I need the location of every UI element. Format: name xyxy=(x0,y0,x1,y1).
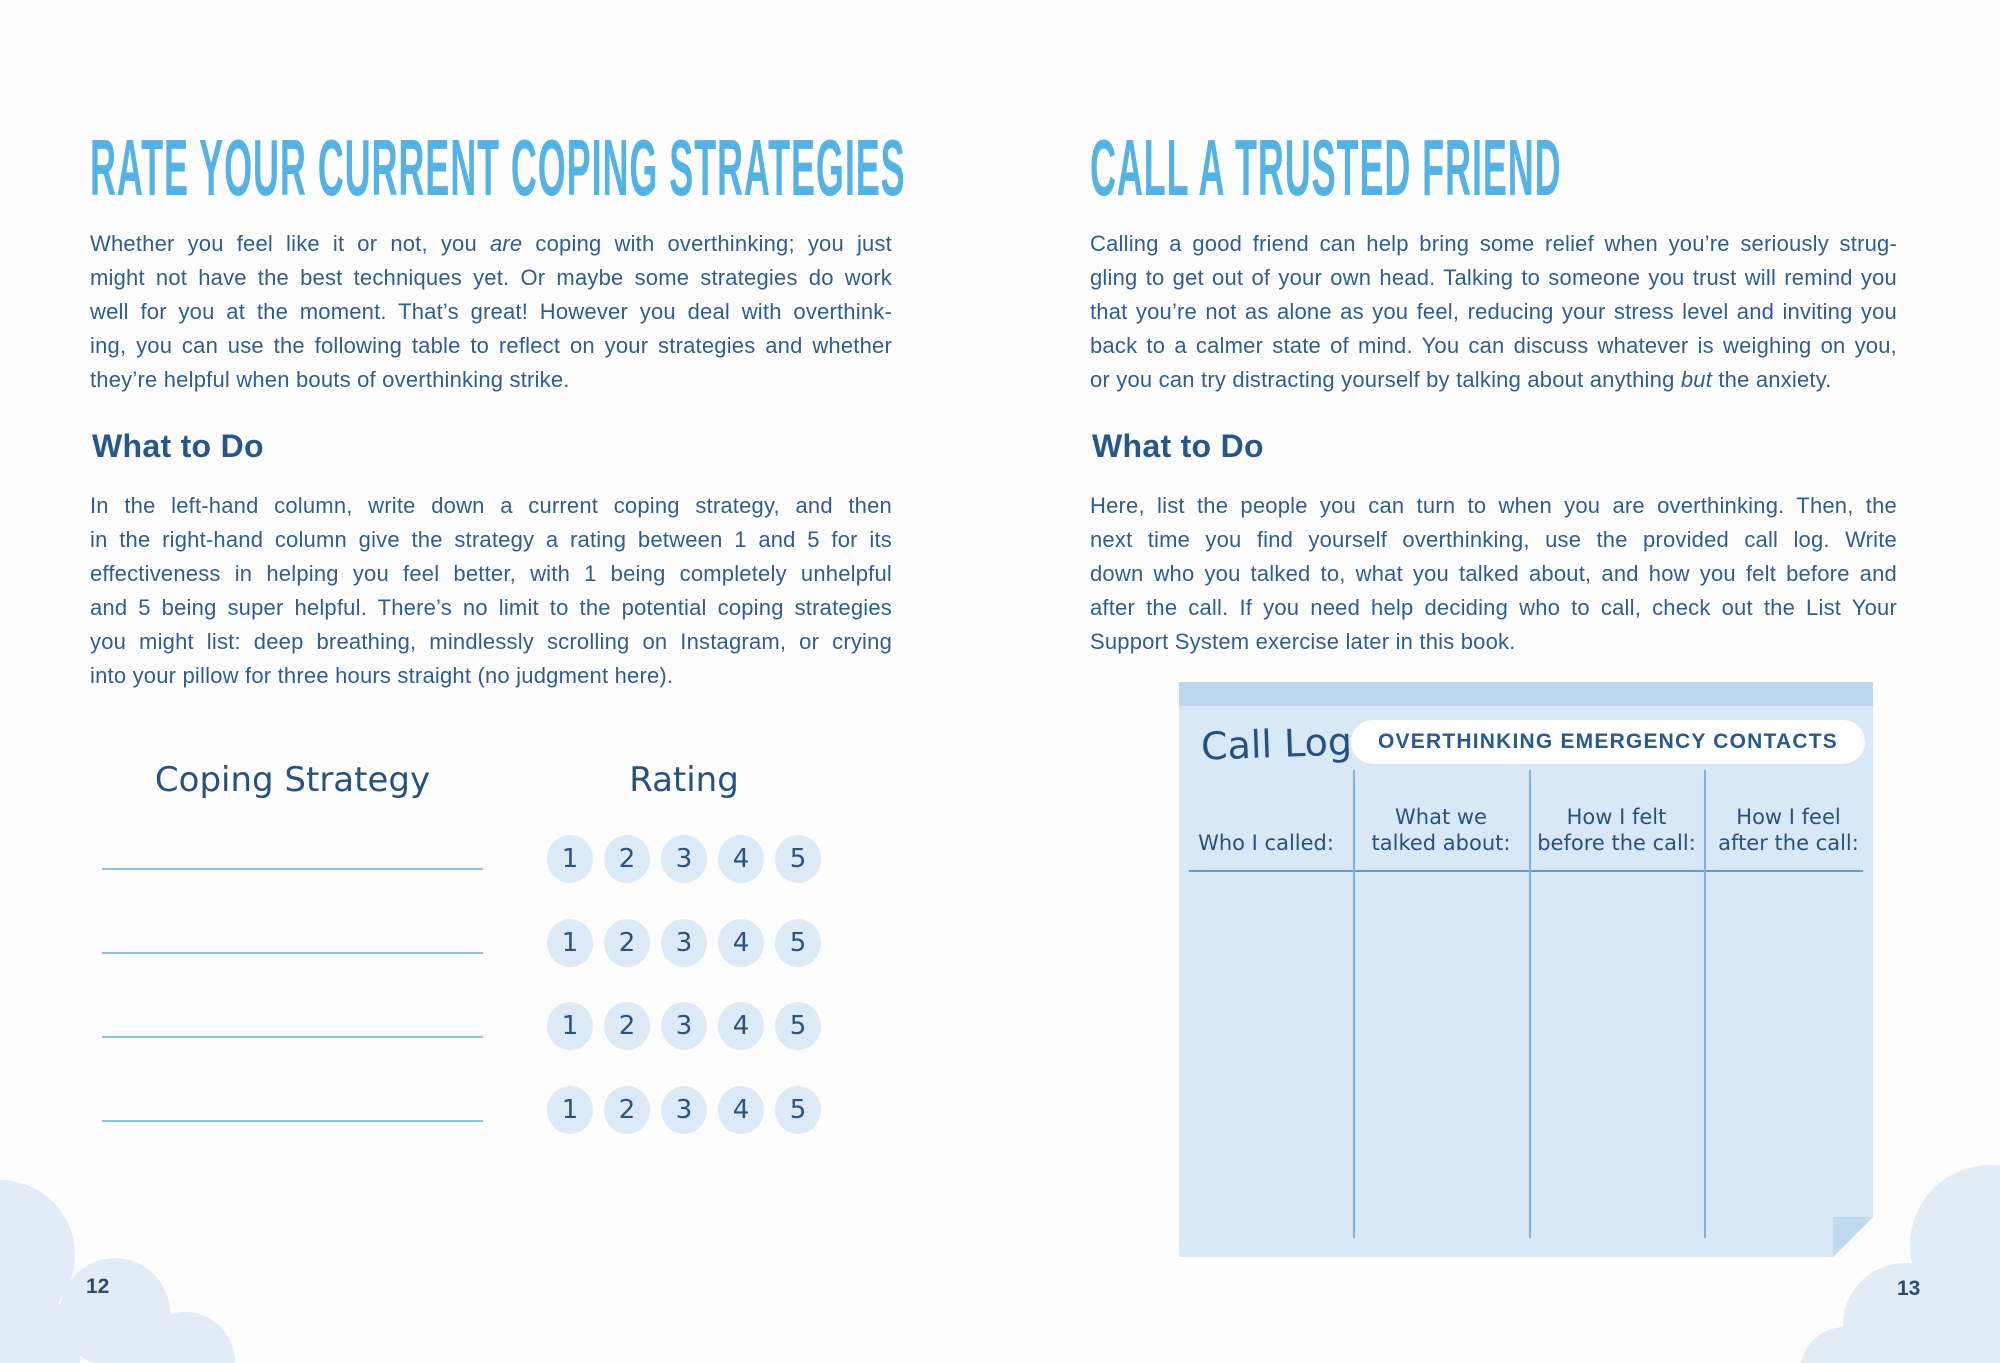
text-line: gling to get out of your own head. Talking to someone you trust will remind you xyxy=(1090,265,1897,290)
rating-chip[interactable]: 5 xyxy=(775,1086,821,1134)
call-log-column-header: What we talked about: xyxy=(1371,805,1511,855)
rating-chip[interactable]: 5 xyxy=(775,1002,821,1050)
text-line: effectiveness in helping you feel better, with 1 being completely unhelpful xyxy=(90,561,892,586)
rating-chip[interactable]: 3 xyxy=(661,835,707,883)
rating-chip-row xyxy=(547,1086,821,1134)
rating-chip-row xyxy=(547,835,821,883)
text-line: that you’re not as alone as you feel, reducing your stress level and inviting you xyxy=(1090,299,1897,324)
strategy-write-line[interactable] xyxy=(102,952,483,954)
text-line: next time you find yourself overthinking, use the provided call log. Write xyxy=(1090,527,1897,552)
rating-chip[interactable]: 2 xyxy=(604,919,650,967)
rating-chip[interactable]: 2 xyxy=(604,1086,650,1134)
rating-chip-row xyxy=(547,919,821,967)
text-line: down who you talked to, what you talked about, and how you felt before and xyxy=(1090,561,1897,586)
right-what-to-do-heading: What to Do xyxy=(1092,428,1264,464)
call-log-label: Call Log xyxy=(1200,719,1353,769)
rating-chip[interactable]: 3 xyxy=(661,919,707,967)
right-page-number: 13 xyxy=(1897,1277,1921,1300)
right-page-title: CALL A TRUSTED FRIEND xyxy=(1090,123,1562,212)
rating-chip[interactable]: 1 xyxy=(547,1086,593,1134)
rating-chip-row xyxy=(547,1002,821,1050)
call-log-banner: OVERTHINKING EMERGENCY CONTACTS xyxy=(1351,720,1865,764)
rating-chip[interactable]: 4 xyxy=(718,835,764,883)
text-line: they’re helpful when bouts of overthinking strike. xyxy=(90,367,570,392)
text-line: well for you at the moment. That’s great! However you deal with overthink- xyxy=(90,299,892,324)
rating-chip[interactable]: 4 xyxy=(718,919,764,967)
text-line: you might list: deep breathing, mindlessly scrolling on Instagram, or crying xyxy=(90,629,892,654)
text-line: after the call. If you need help deciding who to call, check out the List Your xyxy=(1090,595,1897,620)
rating-chip[interactable]: 1 xyxy=(547,835,593,883)
text-line: Here, list the people you can turn to when you are overthinking. Then, the xyxy=(1090,493,1897,518)
text-line: might not have the best techniques yet. Or maybe some strategies do work xyxy=(90,265,892,290)
call-log-column-header: How I felt before the call: xyxy=(1537,805,1696,855)
call-log-column-header: How I feel after the call: xyxy=(1718,805,1859,855)
call-log-column-header: Who I called: xyxy=(1198,831,1334,855)
call-log-cells xyxy=(1179,872,1873,1238)
text-line: and 5 being super helpful. There’s no limit to the potential coping strategies xyxy=(90,595,892,620)
text-line: or you can try distracting yourself by talking about anything but the anxiety. xyxy=(1090,367,1832,392)
rating-chip[interactable]: 3 xyxy=(661,1086,707,1134)
rating-chip[interactable]: 4 xyxy=(718,1086,764,1134)
rating-chip[interactable]: 5 xyxy=(775,835,821,883)
left-what-to-do-heading: What to Do xyxy=(92,428,264,464)
text-line: Calling a good friend can help bring some relief when you’re seriously strug- xyxy=(1090,231,1897,256)
left-body-paragraph xyxy=(90,489,892,693)
text-line: ing, you can use the following table to reflect on your strategies and whether xyxy=(90,333,892,358)
strategy-write-line[interactable] xyxy=(102,1120,483,1122)
left-intro-paragraph xyxy=(90,227,892,397)
call-log-cell[interactable] xyxy=(1529,872,1704,1238)
text-line: Whether you feel like it or not, you are coping with overthinking; you just xyxy=(90,231,892,256)
rating-chip[interactable]: 1 xyxy=(547,1002,593,1050)
text-line: Support System exercise later in this book. xyxy=(1090,629,1516,654)
rating-chip[interactable]: 1 xyxy=(547,919,593,967)
rating-chip[interactable]: 4 xyxy=(718,1002,764,1050)
text-line: In the left-hand column, write down a current coping strategy, and then xyxy=(90,493,892,518)
call-log-top-strip xyxy=(1179,682,1873,706)
rating-chip[interactable]: 2 xyxy=(604,835,650,883)
rating-chip[interactable]: 2 xyxy=(604,1002,650,1050)
strategy-write-line[interactable] xyxy=(102,868,483,870)
call-log-cell[interactable] xyxy=(1179,872,1353,1238)
left-page-title: RATE YOUR CURRENT COPING STRATEGIES xyxy=(90,123,906,212)
rating-chip[interactable]: 5 xyxy=(775,919,821,967)
strategy-write-line[interactable] xyxy=(102,1036,483,1038)
rating-column-header: Rating xyxy=(629,760,739,800)
text-line: back to a calmer state of mind. You can discuss whatever is weighing on you, xyxy=(1090,333,1897,358)
coping-strategy-column-header: Coping Strategy xyxy=(154,760,431,800)
right-intro-paragraph xyxy=(1090,227,1897,397)
text-line: into your pillow for three hours straight (no judgment here). xyxy=(90,663,674,688)
call-log-cell[interactable] xyxy=(1704,872,1873,1238)
call-log-sheet xyxy=(1179,682,1873,1257)
right-body-paragraph xyxy=(1090,489,1897,659)
rating-chip[interactable]: 3 xyxy=(661,1002,707,1050)
left-page-number: 12 xyxy=(86,1275,110,1298)
call-log-cell[interactable] xyxy=(1353,872,1529,1238)
text-line: in the right-hand column give the strategy a rating between 1 and 5 for its xyxy=(90,527,892,552)
call-log-headers xyxy=(1179,782,1873,862)
